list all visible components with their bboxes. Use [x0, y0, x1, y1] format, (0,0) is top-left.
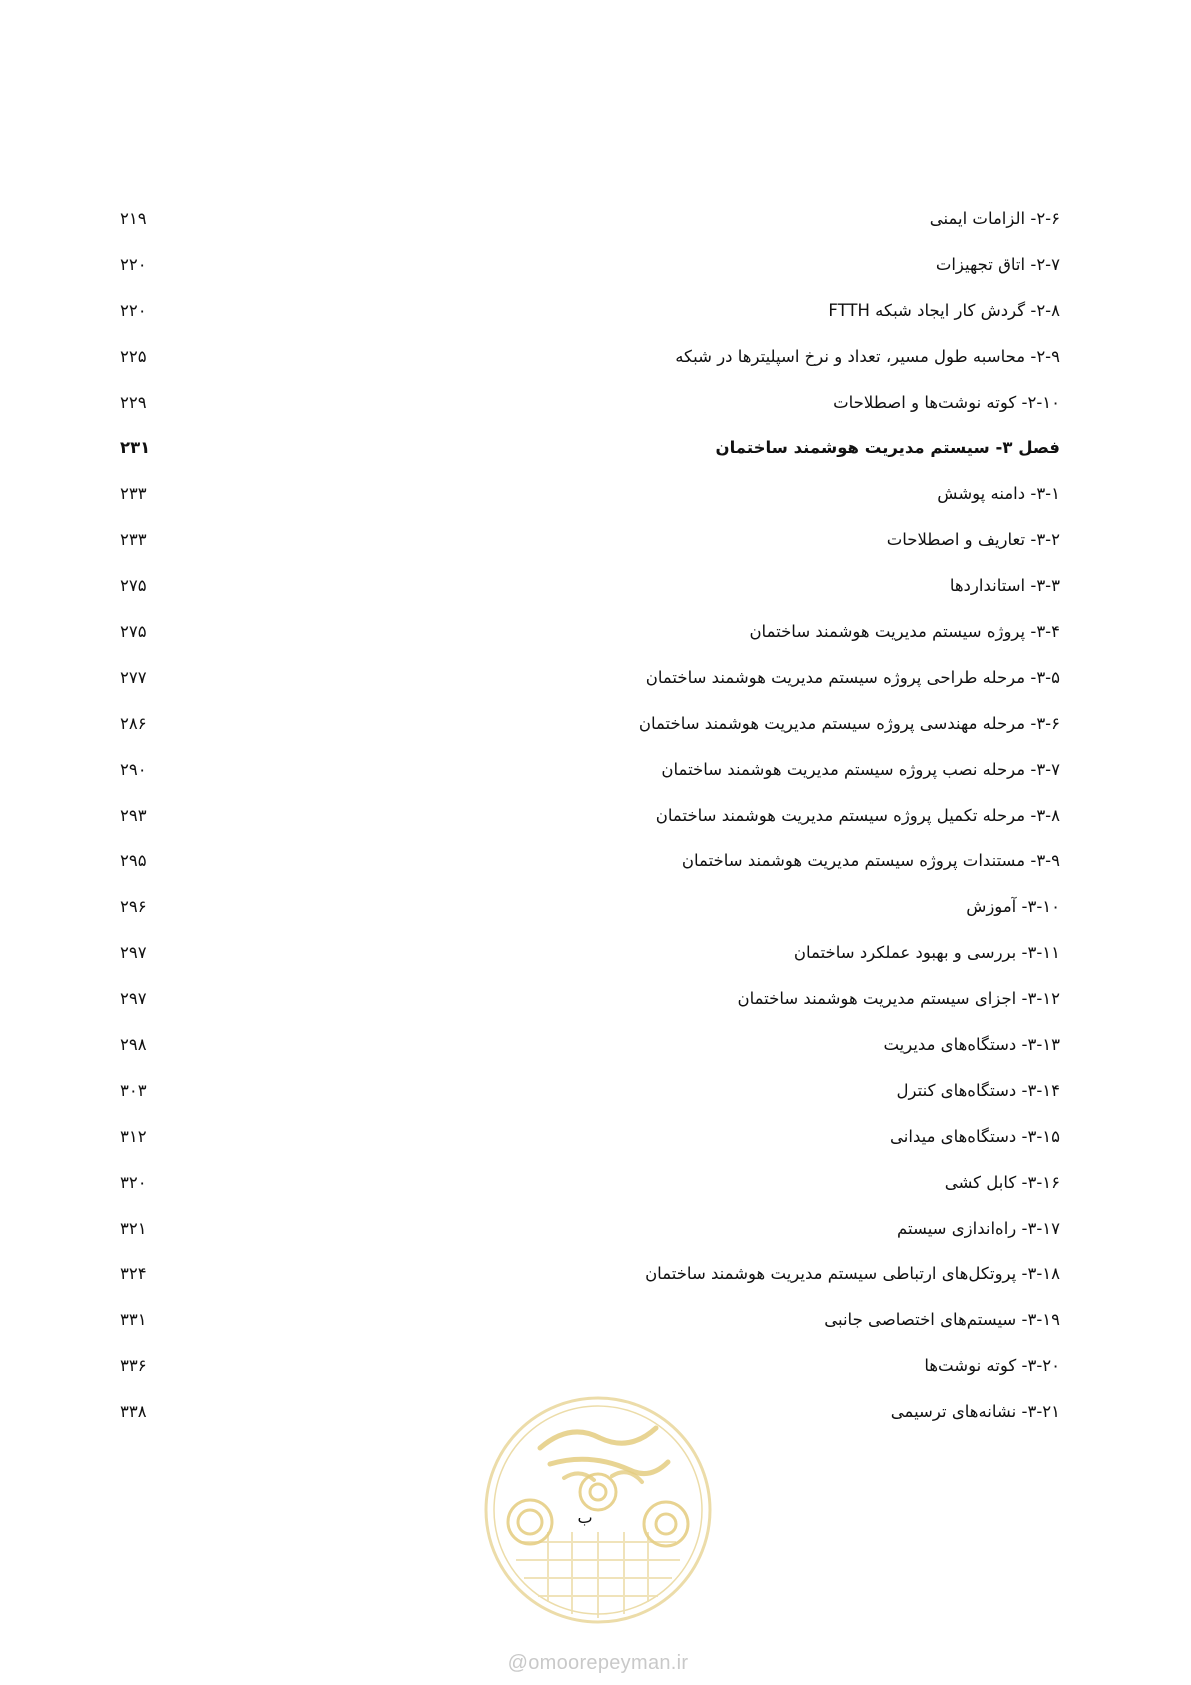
toc-row	[120, 575, 1060, 621]
toc-row	[120, 1263, 1060, 1309]
toc-row	[120, 805, 1060, 851]
toc-entry-title: ۳-۲۱- نشانه‌های ترسیمی	[890, 1402, 1060, 1422]
toc-entry-title: ۳-۶- مرحله مهندسی پروژه سیستم مدیریت هوشمند ساختمان	[638, 713, 1060, 733]
toc-entry-page: ۲۳۱	[120, 438, 151, 458]
toc-row	[120, 1080, 1060, 1126]
toc-entry-title: ۳-۱۵- دستگاه‌های میدانی	[890, 1126, 1060, 1146]
toc-entry-page: ۲۳۳	[120, 530, 147, 550]
toc-entry-title: ۳-۹- مستندات پروژه سیستم مدیریت هوشمند ساختمان	[681, 851, 1060, 871]
toc-row	[120, 1218, 1060, 1264]
toc-row	[120, 988, 1060, 1034]
toc-row	[120, 621, 1060, 667]
watermark-text: @omoorepeyman.ir	[507, 1652, 689, 1674]
toc-entry-page: ۲۹۸	[120, 1035, 147, 1055]
toc-entry-title: ۳-۱- دامنه پوشش	[937, 484, 1060, 504]
table-of-contents	[120, 208, 1060, 1447]
toc-entry-page: ۳۳۶	[120, 1356, 147, 1376]
toc-entry-page: ۲۸۶	[120, 713, 147, 733]
toc-row	[120, 713, 1060, 759]
toc-row	[120, 300, 1060, 346]
page-number: ب	[577, 1508, 593, 1527]
toc-row	[120, 529, 1060, 575]
toc-row	[120, 759, 1060, 805]
toc-row	[120, 346, 1060, 392]
toc-entry-page: ۲۲۵	[120, 346, 147, 366]
toc-entry-page: ۲۷۵	[120, 576, 147, 596]
toc-entry-title: ۳-۵- مرحله طراحی پروژه سیستم مدیریت هوشمند ساختمان	[645, 667, 1060, 687]
toc-entry-page: ۲۹۵	[120, 851, 147, 871]
toc-row	[120, 254, 1060, 300]
toc-entry-page: ۲۷۵	[120, 622, 147, 642]
toc-row	[120, 392, 1060, 438]
toc-row	[120, 896, 1060, 942]
toc-entry-page: ۲۷۷	[120, 667, 147, 687]
toc-entry-title: ۲-۶- الزامات ایمنی	[929, 209, 1060, 228]
toc-entry-title: ۳-۲۰- کوته نوشت‌ها	[924, 1356, 1060, 1376]
toc-row	[120, 1309, 1060, 1355]
toc-entry-title: ۳-۱۱- بررسی و بهبود عملکرد ساختمان	[793, 943, 1060, 963]
toc-row	[120, 850, 1060, 896]
toc-entry-title: ۳-۱۲- اجزای سیستم مدیریت هوشمند ساختمان	[737, 989, 1060, 1009]
toc-entry-title: ۳-۴- پروژه سیستم مدیریت هوشمند ساختمان	[749, 622, 1060, 642]
website-watermark	[480, 1652, 716, 1675]
toc-entry-page: ۲۹۳	[120, 805, 147, 825]
toc-entry-title: ۳-۱۰- آموزش	[966, 897, 1060, 917]
toc-entry-title: ۳-۱۹- سیستم‌های اختصاصی جانبی	[824, 1310, 1060, 1330]
toc-row	[120, 1034, 1060, 1080]
toc-entry-title: ۳-۱۳- دستگاه‌های مدیریت	[883, 1035, 1060, 1055]
toc-entry-page: ۲۹۰	[120, 759, 147, 779]
toc-entry-page: ۳۳۸	[120, 1402, 147, 1422]
toc-entry-page: ۲۳۳	[120, 484, 147, 504]
toc-entry-title: ۳-۳- استانداردها	[949, 576, 1060, 596]
toc-entry-page: ۲۱۹	[120, 209, 147, 228]
toc-chapter-row	[120, 437, 1060, 483]
toc-entry-page: ۳۲۰	[120, 1172, 147, 1192]
toc-entry-title: ۳-۸- مرحله تکمیل پروژه سیستم مدیریت هوشمند ساختمان	[655, 805, 1060, 825]
toc-entry-title: ۳-۱۷- راه‌اندازی سیستم	[897, 1218, 1060, 1238]
toc-row	[120, 942, 1060, 988]
toc-row	[120, 1126, 1060, 1172]
toc-entry-page: ۲۲۹	[120, 392, 147, 412]
toc-row	[120, 483, 1060, 529]
toc-entry-page: ۲۲۰	[120, 300, 147, 320]
toc-entry-page: ۳۰۳	[120, 1080, 147, 1100]
toc-entry-title: فصل ۳- سیستم مدیریت هوشمند ساختمان	[715, 438, 1060, 458]
toc-row	[120, 208, 1060, 254]
toc-entry-page: ۲۲۰	[120, 254, 147, 274]
omoore-peyman-seal-logo	[480, 1392, 716, 1628]
toc-entry-title: ۲-۸- گردش کار ایجاد شبکه FTTH	[828, 300, 1060, 320]
toc-entry-page: ۲۹۶	[120, 897, 147, 917]
toc-entry-page: ۳۲۴	[120, 1264, 147, 1284]
toc-entry-title: ۳-۷- مرحله نصب پروژه سیستم مدیریت هوشمند ساختمان	[661, 759, 1060, 779]
toc-entry-page: ۳۱۲	[120, 1126, 147, 1146]
toc-row	[120, 667, 1060, 713]
toc-entry-page: ۲۹۷	[120, 943, 147, 963]
toc-entry-title: ۲-۱۰- کوته نوشت‌ها و اصطلاحات	[833, 392, 1060, 412]
toc-entry-title: ۳-۱۸- پروتکل‌های ارتباطی سیستم مدیریت هوشمند ساختمان	[645, 1264, 1060, 1284]
toc-entry-title: ۳-۱۴- دستگاه‌های کنترل	[896, 1080, 1060, 1100]
toc-entry-title: ۳-۱۶- کابل کشی	[944, 1172, 1060, 1192]
toc-entry-title: ۲-۹- محاسبه طول مسیر، تعداد و نرخ اسپلیترها در شبکه	[675, 346, 1060, 366]
toc-row	[120, 1172, 1060, 1218]
toc-entry-page: ۲۹۷	[120, 989, 147, 1009]
toc-entry-page: ۳۳۱	[120, 1310, 147, 1330]
toc-entry-page: ۳۲۱	[120, 1218, 147, 1238]
toc-entry-title: ۳-۲- تعاریف و اصطلاحات	[886, 530, 1060, 550]
toc-entry-title: ۲-۷- اتاق تجهیزات	[935, 254, 1060, 274]
